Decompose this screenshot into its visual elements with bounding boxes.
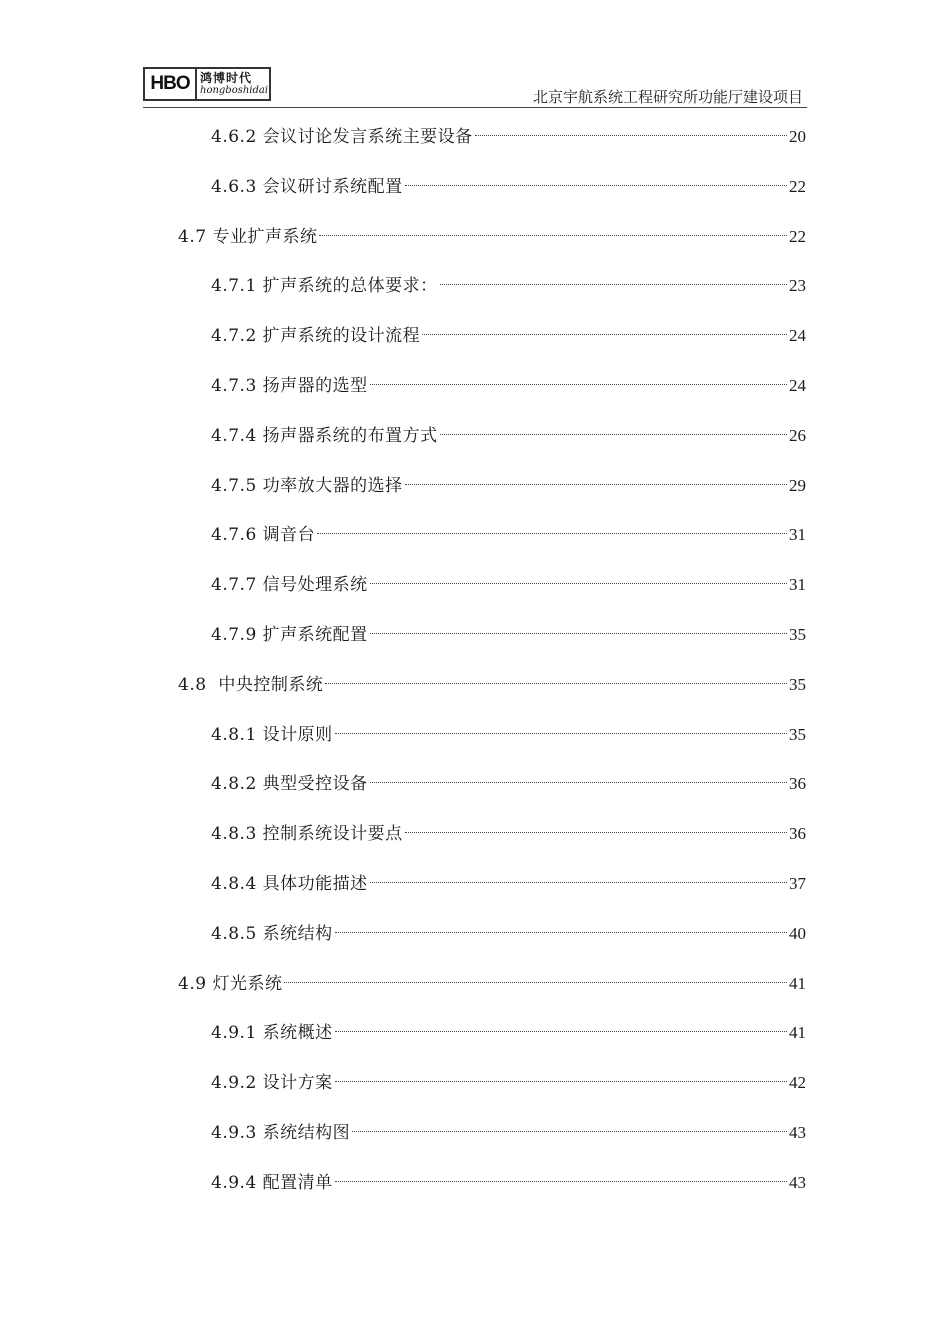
toc-entry-label: 4.8.2 典型受控设备 bbox=[211, 774, 368, 794]
toc-dot-leader bbox=[370, 882, 787, 883]
toc-entry-label: 4.9 灯光系统 bbox=[178, 974, 283, 994]
toc-dot-leader bbox=[440, 434, 787, 435]
toc-entry-page-number: 36 bbox=[789, 774, 806, 793]
toc-entry[interactable] bbox=[211, 572, 806, 598]
toc-entry-page-number: 23 bbox=[789, 276, 806, 295]
toc-entry-page-number: 22 bbox=[789, 227, 806, 246]
toc-entry-label: 4.9.1 系统概述 bbox=[211, 1023, 333, 1043]
toc-entry-page-number: 35 bbox=[789, 625, 806, 644]
toc-entry-page-number: 36 bbox=[789, 824, 806, 843]
logo-cn-text: 鸿博时代 bbox=[200, 71, 253, 85]
toc-entry[interactable] bbox=[211, 871, 806, 897]
toc-entry[interactable] bbox=[211, 722, 806, 748]
toc-entry-label: 4.7.9 扩声系统配置 bbox=[211, 625, 368, 645]
toc-entry[interactable] bbox=[178, 971, 806, 997]
toc-entry-label: 4.7.2 扩声系统的设计流程 bbox=[211, 326, 421, 346]
toc-entry-label: 4.7.4 扬声器系统的布置方式 bbox=[211, 426, 438, 446]
toc-entry-label: 4.6.3 会议研讨系统配置 bbox=[211, 177, 403, 197]
logo-en-text: hongboshidai bbox=[200, 85, 269, 96]
toc-entry-label: 4.8.5 系统结构 bbox=[211, 924, 333, 944]
toc-entry-label: 4.7 专业扩声系统 bbox=[178, 227, 318, 247]
toc-entry-page-number: 31 bbox=[789, 525, 806, 544]
logo-mark-text: HBO bbox=[150, 73, 190, 94]
toc-entry[interactable] bbox=[211, 522, 806, 548]
toc-dot-leader bbox=[319, 235, 787, 236]
toc-entry-label: 4.7.3 扬声器的选型 bbox=[211, 376, 368, 396]
toc-dot-leader bbox=[335, 1181, 787, 1182]
toc-dot-leader bbox=[370, 633, 787, 634]
toc-dot-leader bbox=[325, 683, 787, 684]
toc-dot-leader bbox=[335, 733, 787, 734]
toc-entry-label: 4.6.2 会议讨论发言系统主要设备 bbox=[211, 127, 473, 147]
toc-dot-leader bbox=[370, 384, 787, 385]
toc-entry-label: 4.7.5 功率放大器的选择 bbox=[211, 476, 403, 496]
toc-dot-leader bbox=[370, 583, 787, 584]
header-divider bbox=[143, 107, 807, 108]
toc-dot-leader bbox=[405, 832, 787, 833]
toc-dot-leader bbox=[335, 932, 787, 933]
toc-entry[interactable] bbox=[178, 672, 806, 698]
toc-entry-page-number: 43 bbox=[789, 1123, 806, 1142]
toc-entry[interactable] bbox=[211, 1070, 806, 1096]
toc-entry-page-number: 24 bbox=[789, 376, 806, 395]
toc-dot-leader bbox=[284, 982, 787, 983]
toc-entry-label: 4.7.6 调音台 bbox=[211, 525, 316, 545]
toc-entry[interactable] bbox=[211, 473, 806, 499]
toc-entry-label: 4.8 中央控制系统 bbox=[178, 675, 324, 695]
toc-entry-page-number: 24 bbox=[789, 326, 806, 345]
toc-entry-label: 4.9.2 设计方案 bbox=[211, 1073, 333, 1093]
toc-entry[interactable] bbox=[211, 622, 806, 648]
toc-entry-label: 4.8.4 具体功能描述 bbox=[211, 874, 368, 894]
toc-dot-leader bbox=[475, 135, 787, 136]
toc-entry-page-number: 42 bbox=[789, 1073, 806, 1092]
toc-entry[interactable] bbox=[211, 323, 806, 349]
toc-entry-page-number: 20 bbox=[789, 127, 806, 146]
toc-entry-page-number: 31 bbox=[789, 575, 806, 594]
toc-entry[interactable] bbox=[211, 771, 806, 797]
toc-entry[interactable] bbox=[211, 1120, 806, 1146]
toc-entry[interactable] bbox=[211, 921, 806, 947]
toc-dot-leader bbox=[422, 334, 787, 335]
toc-entry-label: 4.7.7 信号处理系统 bbox=[211, 575, 368, 595]
toc-entry-page-number: 41 bbox=[789, 974, 806, 993]
toc-entry[interactable] bbox=[211, 124, 806, 150]
toc-entry[interactable] bbox=[211, 1170, 806, 1196]
toc-entry-page-number: 29 bbox=[789, 476, 806, 495]
toc-entry[interactable] bbox=[211, 273, 806, 299]
toc-entry[interactable] bbox=[211, 1020, 806, 1046]
toc-entry-label: 4.9.4 配置清单 bbox=[211, 1173, 333, 1193]
toc-entry-page-number: 26 bbox=[789, 426, 806, 445]
toc-entry[interactable] bbox=[211, 821, 806, 847]
toc-dot-leader bbox=[317, 533, 787, 534]
toc-entry-page-number: 41 bbox=[789, 1023, 806, 1042]
toc-dot-leader bbox=[335, 1081, 787, 1082]
company-logo bbox=[143, 67, 271, 101]
toc-entry-page-number: 35 bbox=[789, 675, 806, 694]
toc-dot-leader bbox=[370, 782, 787, 783]
toc-entry[interactable] bbox=[211, 373, 806, 399]
toc-dot-leader bbox=[405, 484, 787, 485]
toc-entry[interactable] bbox=[211, 174, 806, 200]
document-header-title: 北京宇航系统工程研究所功能厅建设项目 bbox=[532, 88, 803, 106]
toc-dot-leader bbox=[405, 185, 787, 186]
toc-entry-page-number: 37 bbox=[789, 874, 806, 893]
toc-entry-page-number: 43 bbox=[789, 1173, 806, 1192]
toc-entry-label: 4.7.1 扩声系统的总体要求： bbox=[211, 276, 438, 296]
toc-entry-label: 4.8.3 控制系统设计要点 bbox=[211, 824, 403, 844]
toc-entry-label: 4.8.1 设计原则 bbox=[211, 725, 333, 745]
logo-mark bbox=[143, 67, 195, 101]
toc-entry-page-number: 40 bbox=[789, 924, 806, 943]
toc-entry[interactable] bbox=[178, 224, 806, 250]
toc-dot-leader bbox=[335, 1031, 787, 1032]
logo-wordmark bbox=[195, 67, 271, 101]
toc-entry-label: 4.9.3 系统结构图 bbox=[211, 1123, 351, 1143]
toc-dot-leader bbox=[352, 1131, 787, 1132]
toc-dot-leader bbox=[440, 284, 787, 285]
toc-entry-page-number: 35 bbox=[789, 725, 806, 744]
toc-entry-page-number: 22 bbox=[789, 177, 806, 196]
toc-entry[interactable] bbox=[211, 423, 806, 449]
